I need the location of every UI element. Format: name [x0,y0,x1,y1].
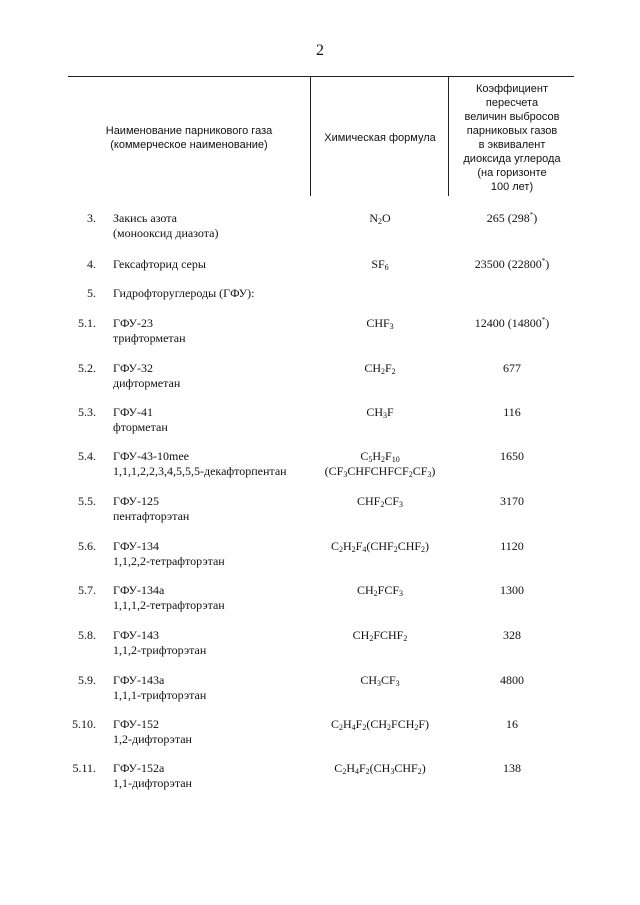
column-header-coefficient [450,80,574,196]
chemical-formula: $CH_2FCF_3$ [356,583,404,598]
row-number: 5.3. [78,405,96,419]
co2-equivalent-coefficient: 328 [503,628,521,642]
chemical-formula: $CH_3CF_3$ [360,673,400,688]
gas-name: ГФУ-152a 1,1-дифторэтан [113,761,192,790]
co2-equivalent-coefficient: 138 [503,761,521,775]
header-line: Химическая формула [324,132,436,144]
column-header-formula [312,80,448,196]
row-number: 5.2. [78,361,96,375]
co2-equivalent-coefficient: 12400 (14800*) [474,316,550,330]
co2-equivalent-coefficient: 3170 [500,494,524,508]
row-number: 5.1. [78,316,96,330]
gas-name: ГФУ-125 пентафторэтан [113,494,190,523]
row-number: 5.6. [78,539,96,553]
co2-equivalent-coefficient: 1650 [500,449,524,463]
gas-name: ГФУ-143 1,1,2-трифторэтан [113,628,207,657]
row-number: 5.7. [78,583,96,597]
co2-equivalent-coefficient: 1120 [500,539,524,553]
chemical-formula: $CHF_2CF_3$ [356,494,404,509]
header-line: диоксида углерода [463,153,561,165]
chemical-formula: $N_2O$ [369,211,391,226]
page-number: 2 [316,42,324,59]
gas-name: ГФУ-134 1,1,2,2-тетрафторэтан [113,539,225,568]
chemical-formula: $CH_2FCHF_2$ [352,628,408,643]
gas-name: ГФУ-134a 1,1,1,2-тетрафторэтан [113,583,225,612]
table-header-top-rule [68,76,574,77]
gas-name: ГФУ-43-10mee 1,1,1,2,2,3,4,5,5,5-декафторпентан [113,449,287,478]
header-line: величин выбросов [464,111,560,123]
co2-equivalent-coefficient: 1300 [500,583,524,597]
header-line: (коммерческое наименование) [110,139,268,151]
gas-name: ГФУ-32 дифторметан [113,361,181,390]
row-number: 5.11. [72,761,96,775]
column-header-gas-name [68,80,310,196]
co2-equivalent-coefficient: 23500 (22800*) [474,257,550,271]
chemical-formula: $C_2H_2F_4(CHF_2CHF_2)$ [330,539,430,554]
header-line: Коэффициент [475,83,549,95]
column-divider [310,76,311,196]
chemical-formula: $SF_6$ [371,257,389,272]
co2-equivalent-coefficient: 265 (298*) [486,211,538,225]
header-line: в эквивалент [478,139,546,151]
row-number: 5.9. [78,673,96,687]
column-divider [448,76,449,196]
row-number: 5.10. [72,717,96,731]
gas-name: ГФУ-41 фторметан [113,405,168,434]
chemical-formula: $CH_2F_2$ [364,361,396,376]
header-line: Наименование парникового газа [105,125,273,137]
co2-equivalent-coefficient: 16 [506,717,518,731]
row-number: 5.8. [78,628,96,642]
header-line: 100 лет) [490,181,534,193]
gas-name: Гексафторид серы [113,257,206,271]
header-line: парниковых газов [466,125,558,137]
gas-name: ГФУ-152 1,2-дифторэтан [113,717,192,746]
row-number: 5.4. [78,449,96,463]
row-number: 5. [87,286,96,300]
co2-equivalent-coefficient: 116 [503,405,521,419]
header-line: пересчета [485,97,539,109]
gas-name: Гидрофторуглероды (ГФУ): [113,286,255,300]
chemical-formula: $CHF_3$ [366,316,394,331]
row-number: 5.5. [78,494,96,508]
gas-name: ГФУ-143a 1,1,1-трифторэтан [113,673,207,702]
gas-name: Закись азота (монооксид диазота) [113,211,219,240]
row-number: 4. [87,257,96,271]
gas-name: ГФУ-23 трифторметан [113,316,186,345]
row-number: 3. [87,211,96,225]
co2-equivalent-coefficient: 4800 [500,673,524,687]
chemical-formula: $C_2H_4F_2(CH_2FCH_2F)$ [330,717,430,732]
co2-equivalent-coefficient: 677 [503,361,521,375]
chemical-formula: $C_2H_4F_2(CH_3CHF_2)$ [334,761,426,776]
header-line: (на горизонте [477,167,547,179]
chemical-formula: $C_5H_2F_{10}$ $(CF_3CHFCHFCF_2CF_3)$ [324,449,436,479]
chemical-formula: $CH_3F$ [366,405,394,420]
